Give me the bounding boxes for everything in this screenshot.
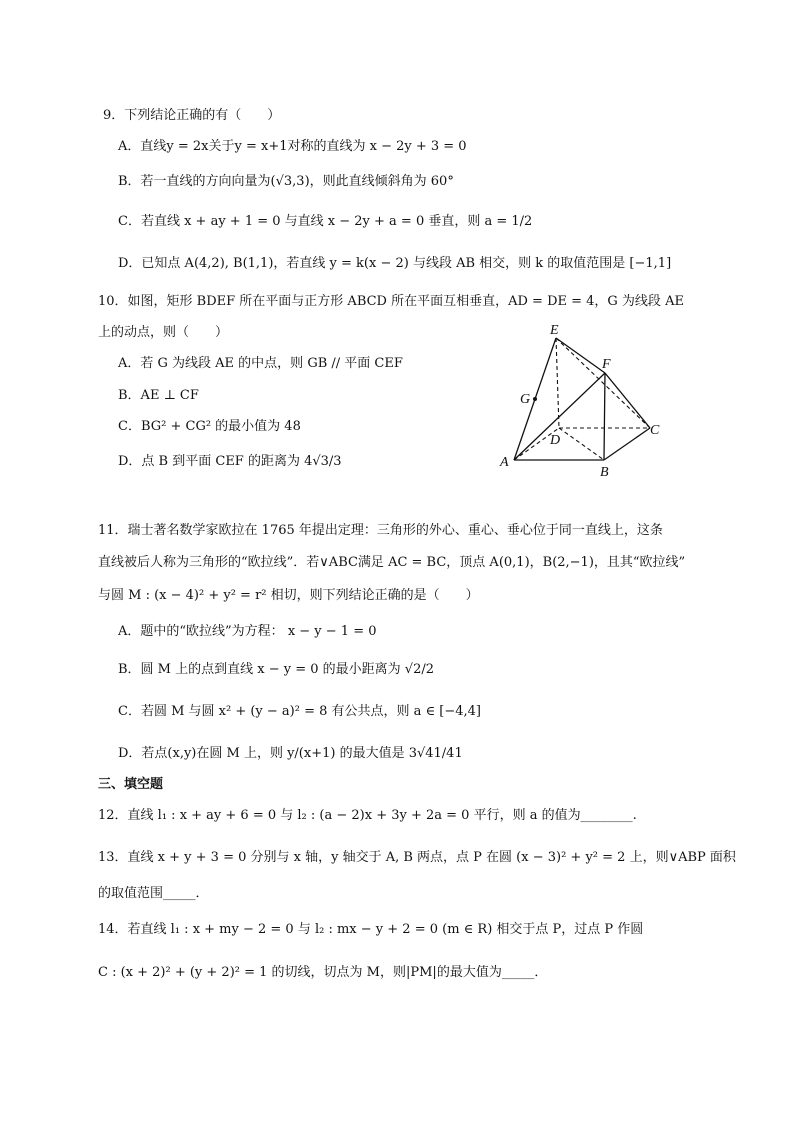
q9-option-c: C．若直线 x + ay + 1 = 0 与直线 x − 2y + a = 0 垂直，则 a = 1/2 <box>118 214 533 229</box>
point-g <box>533 397 537 401</box>
edge-ef <box>556 338 605 373</box>
edge-bc <box>604 428 650 460</box>
q10-figure <box>490 320 670 480</box>
label-a: A <box>500 455 509 470</box>
q11-option-a: A．题中的“欧拉线”为方程： x − y − 1 = 0 <box>118 624 377 639</box>
q10-stem-line1: 10．如图，矩形 BDEF 所在平面与正方形 ABCD 所在平面互相垂直，AD = DE = 4，G 为线段 AE <box>98 294 684 309</box>
q11-option-d: D．若点(x,y)在圆 M 上，则 y/(x+1) 的最大值是 3√41/41 <box>118 746 463 761</box>
label-d: D <box>550 433 561 448</box>
q9-option-b: B．若一直线的方向向量为(√3,3)，则此直线倾斜角为 60° <box>118 174 454 189</box>
q11-option-c: C．若圆 M 与圆 x² + (y − a)² = 8 有公共点，则 a ∈ [−4,4] <box>118 704 482 719</box>
q14-line1: 14．若直线 l₁ : x + my − 2 = 0 与 l₂ : mx − y + 2 = 0 (m ∈ R) 相交于点 P，过点 P 作圆 <box>98 922 644 937</box>
q11-stem-line1: 11．瑞士著名数学家欧拉在 1765 年提出定理：三角形的外心、重心、垂心位于同一直线上，这条 <box>98 523 663 538</box>
q11-stem-line2: 直线被后人称为三角形的“欧拉线”．若∨ABC满足 AC = BC，顶点 A(0,1)，B(2,−1)，且其“欧拉线” <box>98 555 686 570</box>
q12-text: 12．直线 l₁ : x + ay + 6 = 0 与 l₂ : (a − 2)x + 3y + 2a = 0 平行，则 a 的值为________. <box>98 808 637 823</box>
q10-option-c: C．BG² + CG² 的最小值为 48 <box>118 419 301 434</box>
q14-line2: C : (x + 2)² + (y + 2)² = 1 的切线，切点为 M，则|PM|的最大值为_____． <box>98 965 548 980</box>
q11-stem-line3: 与圆 M : (x − 4)² + y² = r² 相切，则下列结论正确的是（ ） <box>98 588 479 603</box>
edge-ec <box>556 338 650 428</box>
edge-ed <box>556 338 559 428</box>
edge-fc <box>605 373 650 428</box>
label-e: E <box>550 323 559 338</box>
q10-option-b: B．AE ⊥ CF <box>118 388 199 403</box>
q10-option-a: A．若 G 为线段 AE 的中点，则 GB // 平面 CEF <box>118 356 403 371</box>
q9-stem: 9．下列结论正确的有（ ） <box>103 108 281 123</box>
label-g: G <box>520 392 531 407</box>
q11-option-b: B．圆 M 上的点到直线 x − y = 0 的最小距离为 √2/2 <box>118 662 434 677</box>
q9-option-a: A．直线y = 2x关于y = x+1对称的直线为 x − 2y + 3 = 0 <box>118 139 467 154</box>
q13-line2: 的取值范围_____． <box>98 886 209 901</box>
q10-stem-line2: 上的动点，则（ ） <box>98 325 229 340</box>
q9-option-d: D．已知点 A(4,2), B(1,1)，若直线 y = k(x − 2) 与线段 AB 相交，则 k 的取值范围是 [−1,1] <box>118 256 672 271</box>
edge-fb <box>604 373 605 460</box>
q10-option-d: D．点 B 到平面 CEF 的距离为 4√3/3 <box>118 454 342 469</box>
edge-db <box>559 428 604 460</box>
label-f: F <box>602 357 611 372</box>
q13-line1: 13．直线 x + y + 3 = 0 分别与 x 轴，y 轴交于 A, B 两点，点 P 在圆 (x − 3)² + y² = 2 上，则∨ABP 面积 <box>98 850 736 865</box>
section-fill-in-heading: 三、填空题 <box>98 777 164 792</box>
label-b: B <box>600 465 609 480</box>
label-c: C <box>650 423 660 438</box>
